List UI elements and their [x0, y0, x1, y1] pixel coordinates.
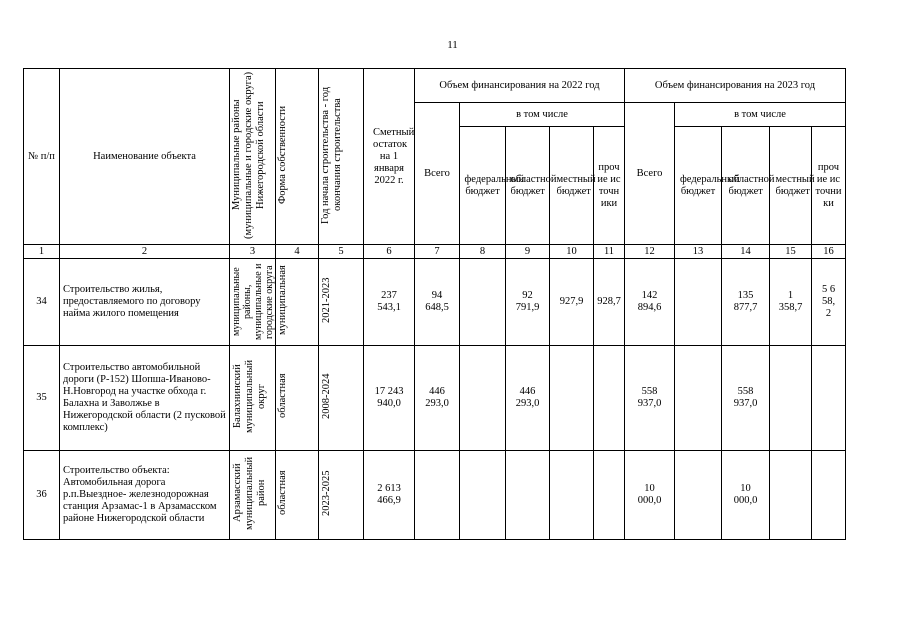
column-number: 15 [770, 245, 812, 259]
column-number: 4 [276, 245, 319, 259]
column-number: 9 [506, 245, 550, 259]
other-2022-cell [594, 259, 625, 346]
header-fin-2022 [415, 69, 625, 103]
local-2023-value: 1 358,7 [778, 290, 803, 313]
header-regional-2022 [506, 127, 557, 245]
header-including-2023-label: в том числе [734, 108, 786, 120]
header-name [60, 69, 230, 245]
regional-2023-value: 10 000,0 [733, 483, 758, 506]
ownership-cell [276, 451, 319, 540]
federal-2022-cell [460, 346, 506, 451]
header-total-2023-label: Всего [636, 167, 663, 179]
local-2022-cell: 927,9 [550, 259, 594, 346]
header-including-2022 [460, 103, 625, 127]
regional-2022-value: 446 293,0 [515, 386, 540, 409]
column-number: 14 [722, 245, 770, 259]
regional-2023-cell [722, 259, 770, 346]
header-fin-2023 [625, 69, 846, 103]
district-cell [230, 451, 276, 540]
header-remaining-label: Сметный остаток на 1 января 2022 г. [373, 126, 415, 186]
local-2023-cell [770, 259, 812, 346]
total-2022-value: 94 648,5 [425, 290, 449, 313]
column-number: 3 [230, 245, 276, 259]
table-row [24, 346, 846, 451]
header-local-2022-label: местный бюджет [556, 173, 596, 197]
federal-2023-cell [675, 259, 722, 346]
header-federal-2023-label: федеральный бюджет [680, 173, 740, 197]
regional-2023-value: 558 937,0 [733, 386, 758, 409]
column-number: 1 [24, 245, 60, 259]
header-including-2022-label: в том числе [516, 108, 568, 120]
header-remaining [364, 69, 415, 245]
years-text: 2008-2024 [321, 373, 332, 419]
column-number: 10 [550, 245, 594, 259]
column-number: 8 [460, 245, 506, 259]
district-text: Арзамасский муниципальный район [231, 456, 267, 530]
header-no [24, 69, 60, 245]
ownership-text: муниципальная [277, 265, 288, 335]
other-2022-value: 928,7 [597, 296, 621, 307]
local-2023-cell [770, 346, 812, 451]
header-other-2023 [812, 127, 846, 245]
column-number: 13 [675, 245, 722, 259]
header-district-label: Муниципальные районы (муниципальные и городские округа) Нижегородской области [230, 70, 266, 239]
column-number: 16 [812, 245, 846, 259]
other-2022-cell [594, 451, 625, 540]
total-2023-cell [625, 451, 675, 540]
column-numbers-row [24, 245, 846, 259]
header-ownership-label: Форма собственности [277, 105, 288, 204]
remaining-cell [364, 259, 415, 346]
regional-2022-cell [506, 259, 550, 346]
total-2023-cell [625, 259, 675, 346]
column-number: 6 [364, 245, 415, 259]
header-federal-2022 [460, 127, 525, 245]
object-name: Строительство объекта: Автомобильная дорога р.п.Выездное- железнодорожная станция Арзамас-1 в Арзамасском районе Нижегородской области [60, 451, 230, 540]
remaining-value: 237 543,1 [377, 290, 401, 313]
financing-table [23, 68, 846, 540]
years-cell [319, 346, 364, 451]
ownership-cell [276, 259, 319, 346]
header-total-2022 [415, 103, 460, 245]
header-total-2022-label: Всего [424, 167, 450, 179]
header-district [230, 69, 276, 245]
district-text: муниципальные районы, муниципальные и городские округа [230, 263, 275, 341]
header-regional-2023-label: областной бюджет [728, 173, 775, 197]
header-local-2023-label: местный бюджет [775, 173, 815, 197]
header-ownership [276, 69, 319, 245]
other-2023-cell [812, 259, 846, 346]
other-2022-cell [594, 346, 625, 451]
header-no-label: № п/п [28, 150, 55, 162]
other-2023-cell [812, 451, 846, 540]
regional-2022-cell [506, 346, 550, 451]
object-name: Строительство автомобильной дороги (Р-152) Шопша-Иваново-Н.Новгород на участке обхода г. Балахна и Заволжье в Нижегородской области (2 пусковой комплекс) [60, 346, 230, 451]
header-federal-2022-label: федеральный бюджет [464, 173, 525, 197]
header-years-label: Год начала строительства - год окончания строительства [320, 85, 343, 224]
regional-2023-cell [722, 346, 770, 451]
header-years [319, 69, 364, 245]
total-2023-value: 558 937,0 [637, 386, 662, 409]
header-other-2022 [594, 127, 625, 245]
column-number: 2 [60, 245, 230, 259]
total-2023-value: 142 894,6 [637, 290, 662, 313]
remaining-cell [364, 346, 415, 451]
other-2023-cell [812, 346, 846, 451]
regional-2022-value: 92 791,9 [515, 290, 540, 313]
remaining-value: 17 243 940,0 [374, 386, 404, 409]
header-local-2022 [550, 127, 594, 245]
remaining-value: 2 613 466,9 [377, 483, 401, 506]
column-number: 11 [594, 245, 625, 259]
ownership-text: областная [277, 373, 288, 419]
header-fin-2022-label: Объем финансирования на 2022 год [439, 79, 600, 91]
federal-2022-cell [460, 451, 506, 540]
table-row [24, 259, 846, 346]
row-number: 36 [24, 451, 60, 540]
column-number: 7 [415, 245, 460, 259]
years-cell [319, 259, 364, 346]
ownership-text: областная [277, 470, 288, 516]
federal-2023-cell [675, 451, 722, 540]
remaining-cell [364, 451, 415, 540]
row-number: 35 [24, 346, 60, 451]
header-federal-2023 [675, 127, 740, 245]
total-2023-value: 10 000,0 [637, 483, 662, 506]
regional-2023-cell [722, 451, 770, 540]
total-2022-cell [415, 259, 460, 346]
header-local-2023 [770, 127, 815, 245]
column-number: 5 [319, 245, 364, 259]
header-including-2023 [675, 103, 846, 127]
ownership-cell [276, 346, 319, 451]
row-number: 34 [24, 259, 60, 346]
regional-2022-cell [506, 451, 550, 540]
header-name-label: Наименование объекта [93, 150, 196, 162]
header-other-2022-label: прочие источники [597, 161, 621, 209]
years-cell [319, 451, 364, 540]
header-regional-2022-label: областной бюджет [510, 173, 557, 197]
regional-2023-value: 135 877,7 [733, 290, 758, 313]
years-text: 2023-2025 [321, 470, 332, 516]
local-2023-cell [770, 451, 812, 540]
local-2022-cell [550, 451, 594, 540]
federal-2023-cell [675, 346, 722, 451]
page-number: 11 [447, 39, 458, 51]
total-2023-cell [625, 346, 675, 451]
total-2022-cell [415, 346, 460, 451]
years-text: 2021-2023 [321, 277, 332, 323]
district-cell [230, 346, 276, 451]
header-other-2023-label: прочие источники [815, 161, 842, 209]
local-2022-cell [550, 346, 594, 451]
total-2022-cell [415, 451, 460, 540]
federal-2022-cell [460, 259, 506, 346]
table-row [24, 451, 846, 540]
district-cell [230, 259, 276, 346]
district-text: Балахнинский муниципальный округ [231, 359, 267, 433]
header-row-1 [24, 69, 846, 103]
column-number: 12 [625, 245, 675, 259]
header-fin-2023-label: Объем финансирования на 2023 год [654, 79, 816, 91]
header-regional-2023 [722, 127, 775, 245]
header-total-2023 [625, 103, 675, 245]
object-name: Строительство жилья, предоставляемого по договору найма жилого помещения [60, 259, 230, 346]
other-2023-value: 5 658,2 [821, 284, 836, 319]
total-2022-value: 446 293,0 [425, 386, 449, 409]
